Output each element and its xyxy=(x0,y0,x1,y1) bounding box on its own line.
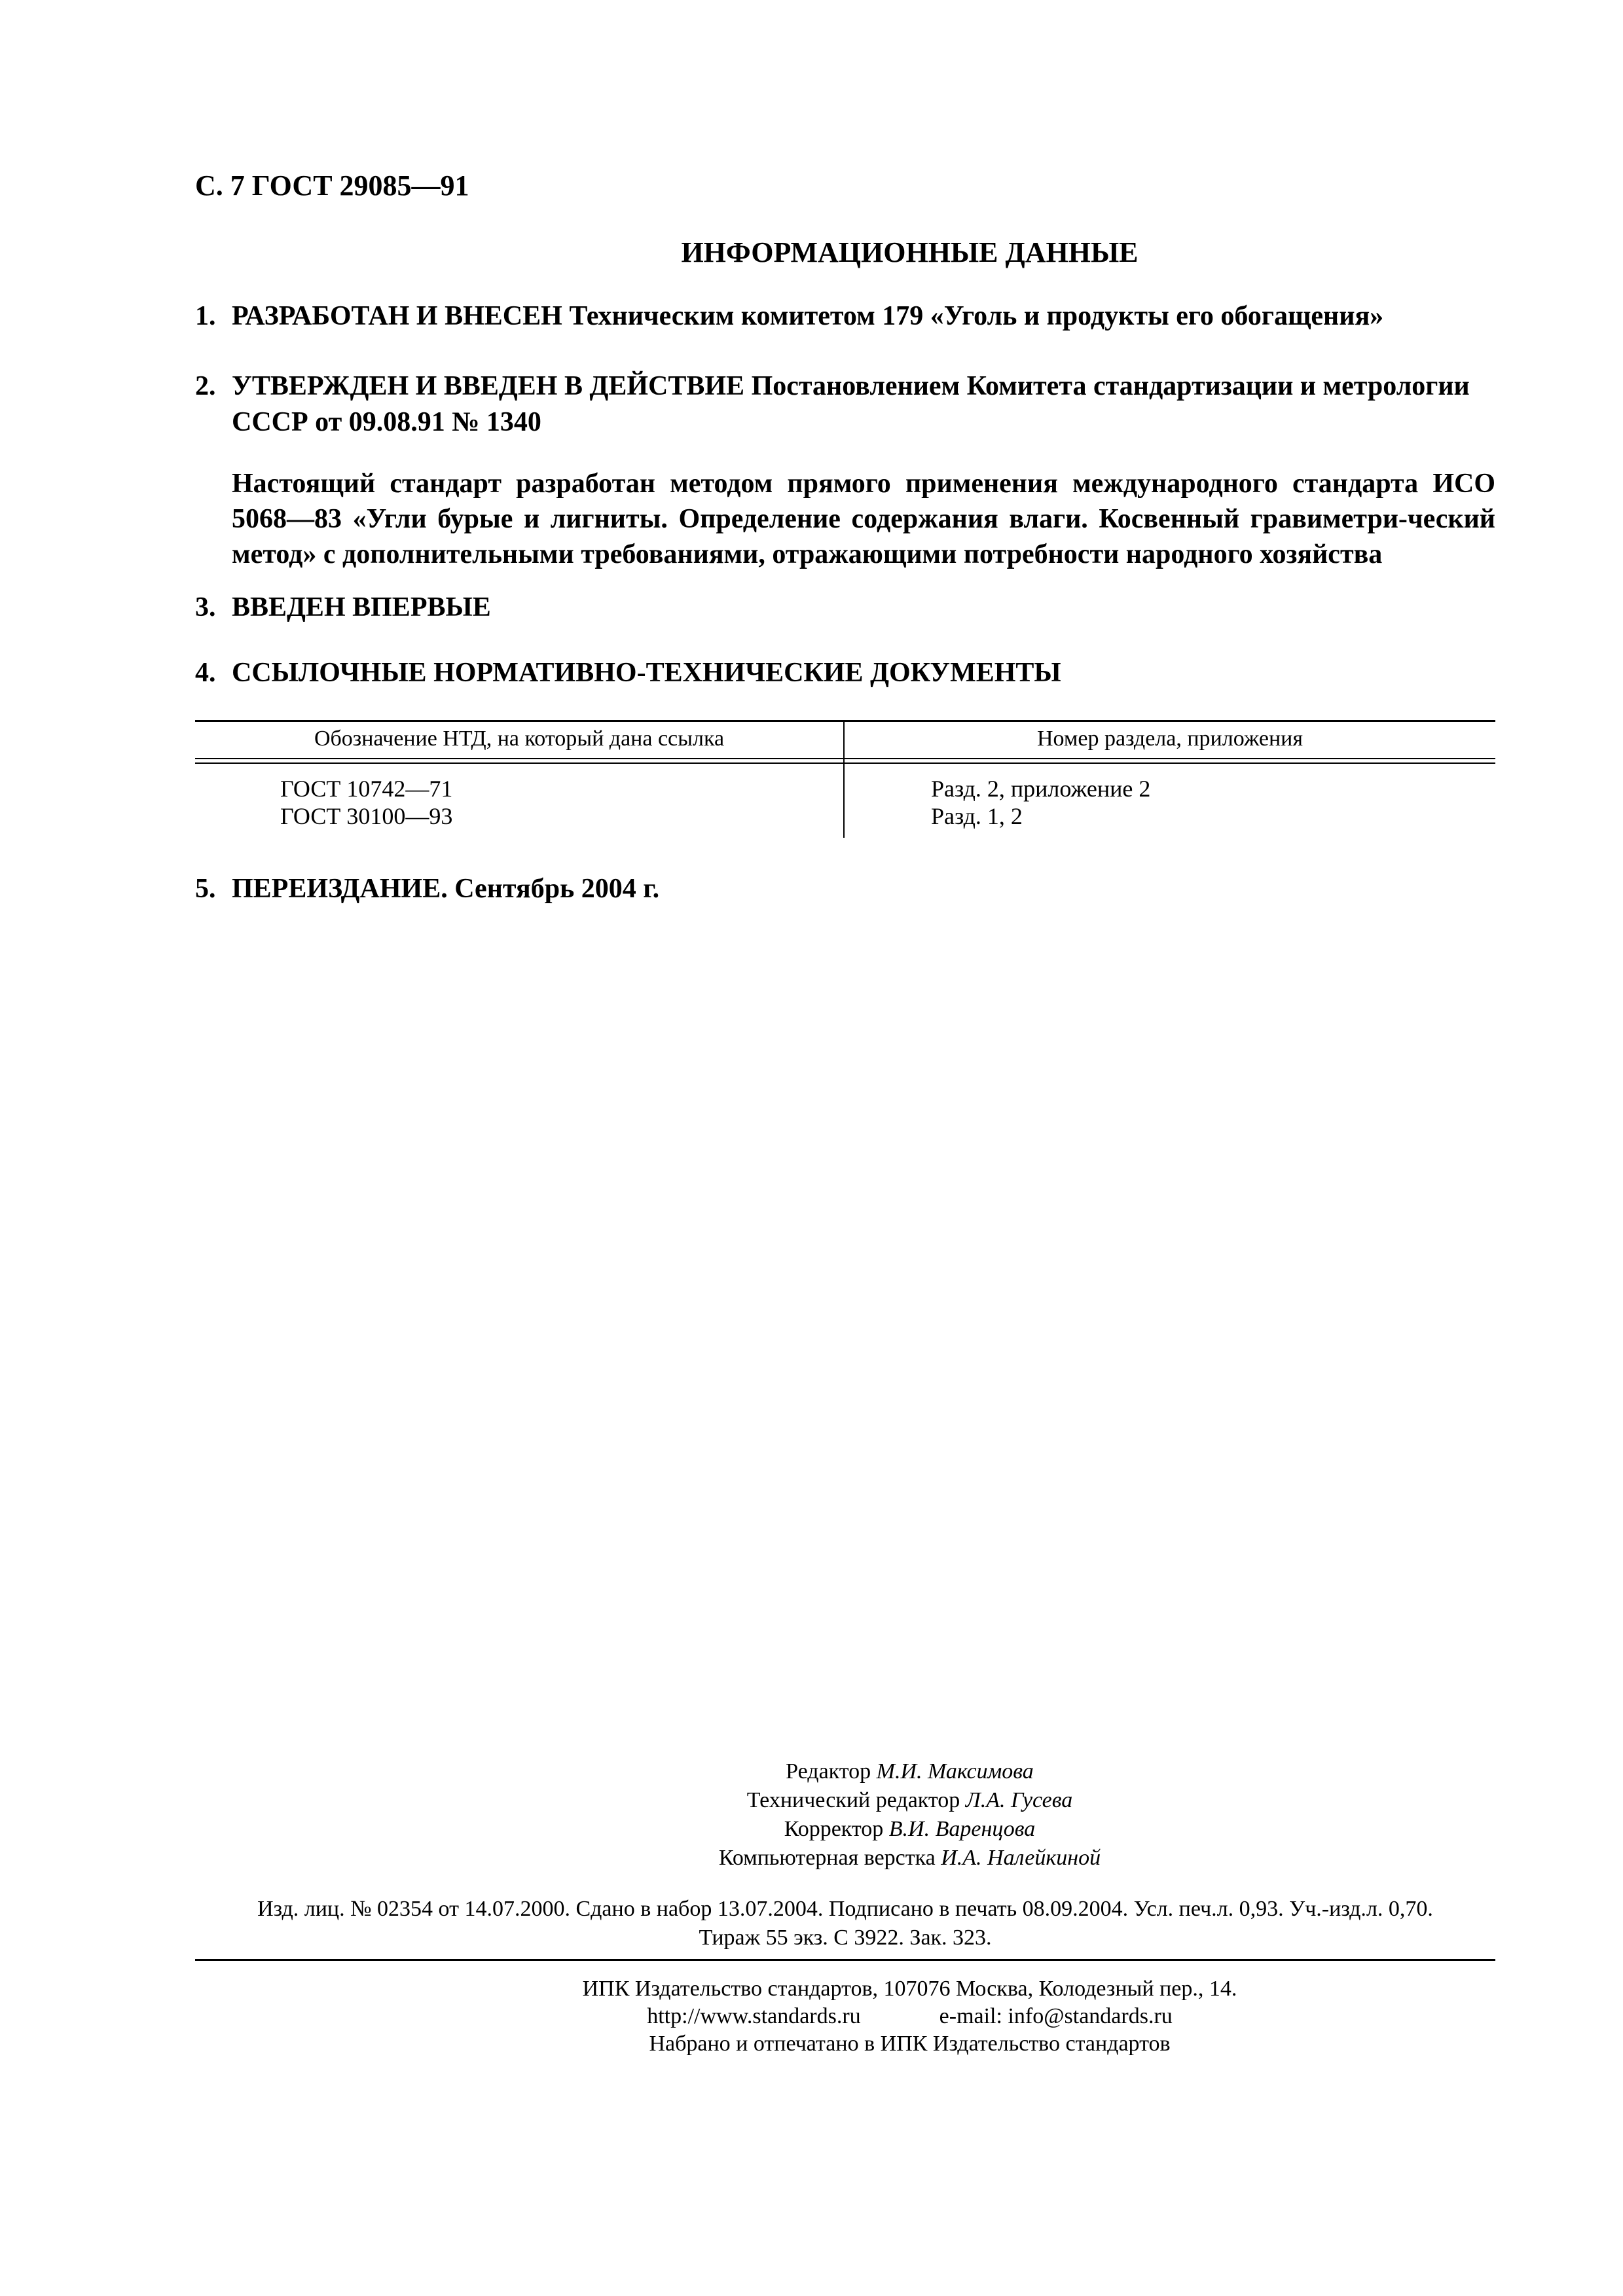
list-item-5 xyxy=(195,870,659,907)
item-number: 2. xyxy=(195,371,216,401)
credit-tech-editor: Технический редактор Л.А. Гусева xyxy=(746,1788,1073,1812)
item-2-continuation: СССР от 09.08.91 № 1340 xyxy=(232,407,541,437)
credit-editor: Редактор М.И. Максимова xyxy=(786,1759,1034,1784)
table-cell: ГОСТ 10742—71 xyxy=(280,776,453,802)
list-item-4 xyxy=(195,655,1061,691)
publisher-block xyxy=(0,1975,1623,2058)
standard-note-paragraph: Настоящий стандарт разработан методом прямого применения международного стандарта ИСО 5068—83 «Угли бурые и лигниты. Определение содержания влаги. Косвенный гравиметри-ческий метод» с дополнительными требованиями, отражающими потребности народного хозяйства xyxy=(232,469,1495,569)
page-header: С. 7 ГОСТ 29085—91 xyxy=(195,170,469,202)
item-heading: РАЗРАБОТАН И ВНЕСЕН xyxy=(232,301,562,331)
table-cell: ГОСТ 30100—93 xyxy=(280,803,453,829)
table-cell: Разд. 1, 2 xyxy=(931,803,1023,829)
credit-layout: Компьютерная верстка И.А. Налейкиной xyxy=(718,1846,1101,1870)
item-number: 1. xyxy=(195,301,216,331)
page-title: ИНФОРМАЦИОННЫЕ ДАННЫЕ xyxy=(681,236,1139,268)
list-item-2 xyxy=(195,368,1470,404)
credit-proofreader: Корректор В.И. Варенцова xyxy=(784,1817,1036,1841)
item-heading: УТВЕРЖДЕН И ВВЕДЕН В ДЕЙСТВИЕ xyxy=(232,371,745,401)
table-rule xyxy=(195,720,1495,722)
item-heading: ССЫЛОЧНЫЕ НОРМАТИВНО-ТЕХНИЧЕСКИЕ ДОКУМЕНТЫ xyxy=(232,658,1061,688)
table-cell: Разд. 2, приложение 2 xyxy=(931,776,1151,802)
item-number: 4. xyxy=(195,658,216,688)
imprint-line-2: Тираж 55 экз. С 3922. Зак. 323. xyxy=(699,1926,992,1950)
list-item-3 xyxy=(195,589,491,626)
item-text: Техническим комитетом 179 «Уголь и продукты его обогащения» xyxy=(569,301,1384,331)
publisher-url[interactable]: http://www.standards.ru xyxy=(647,2004,861,2028)
item-text: Постановлением Комитета стандартизации и метрологии xyxy=(751,371,1470,401)
publisher-contacts xyxy=(196,2003,1623,2030)
item-number: 3. xyxy=(195,592,216,622)
item-number: 5. xyxy=(195,874,216,904)
list-item-1 xyxy=(195,298,1383,334)
publisher-printed: Набрано и отпечатано в ИПК Издательство стандартов xyxy=(649,2032,1171,2056)
publisher-address: ИПК Издательство стандартов, 107076 Москва, Колодезный пер., 14. xyxy=(582,1977,1237,2001)
table-rule xyxy=(195,762,1495,764)
table-header-designation: Обозначение НТД, на который дана ссылка xyxy=(314,726,725,751)
credits-block xyxy=(0,1757,1623,1873)
table-header-section: Номер раздела, приложения xyxy=(1036,726,1304,751)
table-rule xyxy=(195,758,1495,759)
publisher-email[interactable]: e-mail: info@standards.ru xyxy=(939,2004,1173,2028)
item-heading: ПЕРЕИЗДАНИЕ. Сентябрь 2004 г. xyxy=(232,874,660,904)
imprint-line-1: Изд. лиц. № 02354 от 14.07.2000. Сдано в набор 13.07.2004. Подписано в печать 08.09.2004. Усл. печ.л. 0,93. Уч.-изд.л. 0,70. xyxy=(257,1897,1433,1921)
footer-rule xyxy=(195,1959,1495,1961)
imprint-block xyxy=(195,1895,1495,1952)
item-heading: ВВЕДЕН ВПЕРВЫЕ xyxy=(232,592,491,622)
